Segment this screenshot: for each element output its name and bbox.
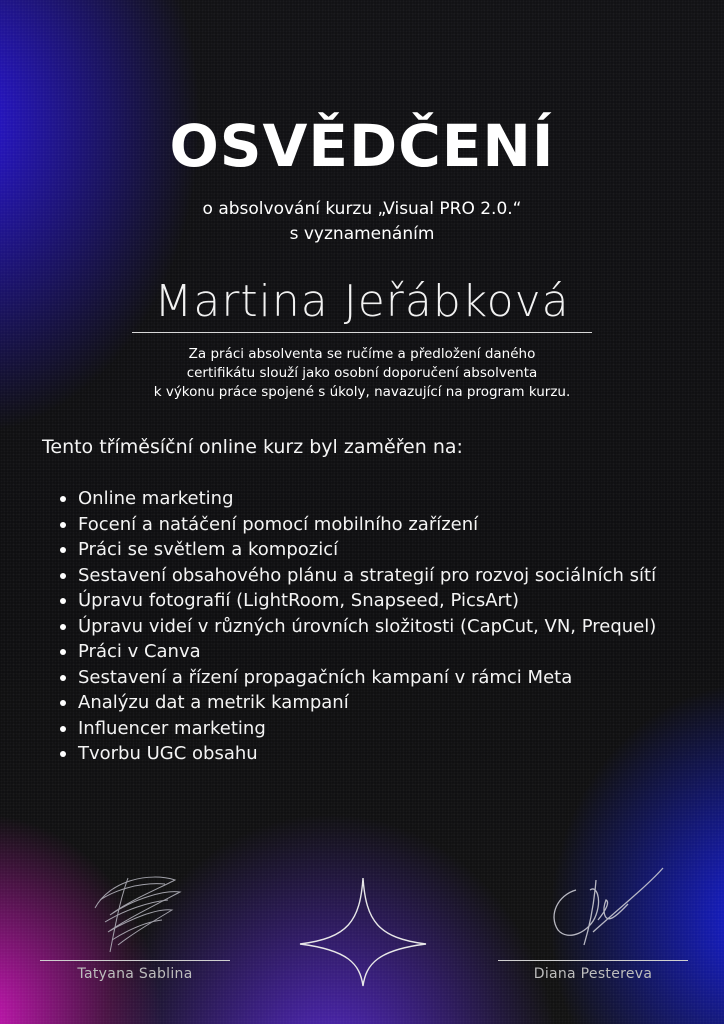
list-item: Influencer marketing	[56, 716, 676, 742]
list-item: Práci v Canva	[56, 639, 676, 665]
bullet-icon	[60, 496, 66, 502]
certificate-title: OSVĚDČENÍ	[169, 112, 555, 180]
course-intro: Tento tříměsíční online kurz byl zaměřen na:	[42, 436, 463, 458]
bullet-icon	[60, 675, 66, 681]
bullet-icon	[60, 598, 66, 604]
right-signature-block	[498, 860, 688, 990]
subtitle-line-1: o absolvování kurzu „Visual PRO 2.0.“	[202, 199, 522, 219]
bullet-icon	[60, 700, 66, 706]
bullet-icon	[60, 624, 66, 630]
bullet-icon	[60, 726, 66, 732]
bullet-icon	[60, 547, 66, 553]
list-item: Online marketing	[56, 486, 676, 512]
list-item: Úpravu videí v různých úrovních složitosti (CapCut, VN, Prequel)	[56, 614, 676, 640]
certificate-subtitle	[0, 197, 724, 247]
left-signature-line	[40, 960, 230, 961]
left-signatory-name: Tatyana Sablina	[77, 966, 193, 982]
list-item: Sestavení a řízení propagačních kampaní v rámci Meta	[56, 665, 676, 691]
bullet-icon	[60, 649, 66, 655]
list-item: Tvorbu UGC obsahu	[56, 741, 676, 767]
bullet-icon	[60, 522, 66, 528]
list-item: Sestavení obsahového plánu a strategií pro rozvoj sociálních sítí	[56, 563, 676, 589]
statement-line-1: Za práci absolventa se ručíme a předložení daného	[188, 346, 536, 362]
recommendation-statement	[0, 345, 724, 402]
list-item: Úpravu fotografií (LightRoom, Snapseed, PicsArt)	[56, 588, 676, 614]
right-signatory-name: Diana Pestereva	[533, 966, 653, 982]
list-item: Práci se světlem a kompozicí	[56, 537, 676, 563]
bullet-icon	[60, 573, 66, 579]
list-item: Focení a natáčení pomocí mobilního zařízení	[56, 512, 676, 538]
statement-line-3: k výkonu práce spojené s úkoly, navazující na program kurzu.	[153, 384, 571, 400]
topic-list	[56, 486, 676, 767]
list-item: Analýzu dat a metrik kampaní	[56, 690, 676, 716]
statement-line-2: certifikátu slouží jako osobní doporučení absolventa	[186, 365, 538, 381]
recipient-name-underline	[132, 332, 592, 333]
subtitle-line-2: s vyznamenáním	[289, 224, 435, 244]
four-point-star-icon	[298, 876, 428, 988]
right-signature-icon	[498, 860, 688, 960]
recipient-name: Martina Jeřábková	[154, 276, 570, 327]
right-signature-line	[498, 960, 688, 961]
left-signature-icon	[40, 860, 230, 960]
left-signature-block	[40, 860, 230, 990]
bullet-icon	[60, 751, 66, 757]
